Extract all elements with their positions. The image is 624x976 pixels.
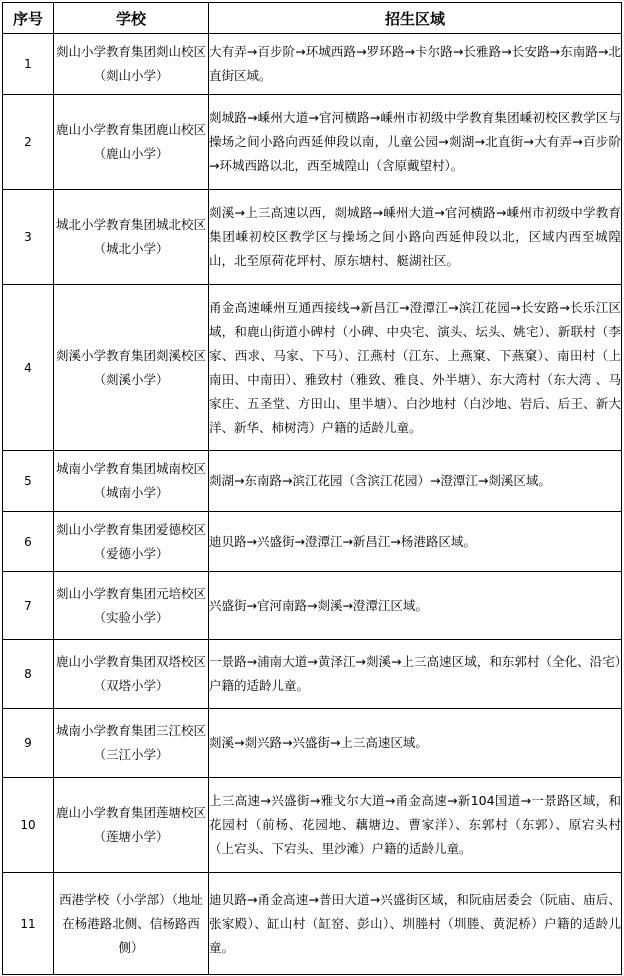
enrollment-area: 剡城路→嵊州大道→官河横路→嵊州市初级中学教育集团嵊初校区教学区与操场之间小路向西延伸段以南，儿童公园→剡湖→北直街→大有弄→百步阶→环城西路以北，西至城隍山（含原戴望村）。	[209, 95, 622, 190]
table-row	[3, 778, 622, 873]
header-area: 招生区域	[209, 3, 622, 34]
table-row	[3, 95, 622, 190]
table-row	[3, 873, 622, 975]
enrollment-area: 一景路→浦南大道→黄泽江→剡溪→上三高速区域，和东郭村（全化、沿宅）户籍的适龄儿童。	[209, 640, 622, 709]
enrollment-area: 上三高速→兴盛街→雅戈尔大道→甬金高速→新104国道→一景路区域，和花园村（前杨、花园地、藕塘边、曹家洋）、东郭村（东郭）、原宕头村（上宕头、下宕头、里沙滩）户籍的适龄儿童。	[209, 778, 622, 873]
school-name: 剡山小学教育集团爱德校区（爱德小学）	[54, 512, 209, 572]
enrollment-area: 甬金高速嵊州互通西接线→新昌江→澄潭江→滨江花园→长安路→长乐江区域，和鹿山街道小碑村（小碑、中央宅、演头、坛头、姚宅）、新联村（李家、西求、马家、下马）、江燕村（江东、上燕窠、下燕窠）、南田村（上南田、中南田）、雅致村（雅致、雅良、外半塘）、东大湾村（东大湾 、马家庄、五圣堂、方田山、里半塘）、白沙地村（白沙地、岩后、后王、新大洋、新华、柿树湾）户籍的适龄儿童。	[209, 285, 622, 451]
row-number: 5	[3, 451, 54, 512]
row-number: 1	[3, 34, 54, 95]
school-name: 城南小学教育集团三江校区（三江小学）	[54, 709, 209, 778]
school-name: 西港学校（小学部）（地址在杨港路北侧、信杨路西侧）	[54, 873, 209, 975]
row-number: 6	[3, 512, 54, 572]
header-no: 序号	[3, 3, 54, 34]
header-row	[3, 3, 622, 34]
row-number: 8	[3, 640, 54, 709]
row-number: 2	[3, 95, 54, 190]
table-row	[3, 512, 622, 572]
school-name: 剡山小学教育集团元培校区（实验小学）	[54, 572, 209, 640]
row-number: 3	[3, 190, 54, 285]
school-name: 剡山小学教育集团剡山校区（剡山小学）	[54, 34, 209, 95]
school-name: 城北小学教育集团城北校区（城北小学）	[54, 190, 209, 285]
table-row	[3, 285, 622, 451]
row-number: 4	[3, 285, 54, 451]
enrollment-area: 兴盛街→官河南路→剡溪→澄潭江区域。	[209, 572, 622, 640]
row-number: 7	[3, 572, 54, 640]
table-row	[3, 34, 622, 95]
row-number: 10	[3, 778, 54, 873]
school-name: 鹿山小学教育集团鹿山校区（鹿山小学）	[54, 95, 209, 190]
row-number: 9	[3, 709, 54, 778]
enrollment-table	[2, 2, 622, 975]
school-name: 城南小学教育集团城南校区（城南小学）	[54, 451, 209, 512]
school-name: 剡溪小学教育集团剡溪校区（剡溪小学）	[54, 285, 209, 451]
enrollment-area: 剡溪→剡兴路→兴盛街→上三高速区域。	[209, 709, 622, 778]
table-row	[3, 451, 622, 512]
enrollment-area: 大有弄→百步阶→环城西路→罗环路→卡尔路→长雅路→长安路→东南路→北直街区域。	[209, 34, 622, 95]
school-name: 鹿山小学教育集团双塔校区（双塔小学）	[54, 640, 209, 709]
table-row	[3, 572, 622, 640]
header-school: 学校	[54, 3, 209, 34]
table-row	[3, 190, 622, 285]
row-number: 11	[3, 873, 54, 975]
enrollment-area: 迪贝路→甬金高速→普田大道→兴盛街区域，和阮庙居委会（阮庙、庙后、张家殿）、缸山村（缸窑、彭山）、圳塍村（圳塍、黄泥桥）户籍的适龄儿童。	[209, 873, 622, 975]
enrollment-area: 迪贝路→兴盛街→澄潭江→新昌江→杨港路区域。	[209, 512, 622, 572]
school-name: 鹿山小学教育集团莲塘校区（莲塘小学）	[54, 778, 209, 873]
enrollment-area: 剡湖→东南路→滨江花园（含滨江花园）→澄潭江→剡溪区域。	[209, 451, 622, 512]
table-row	[3, 709, 622, 778]
table-row	[3, 640, 622, 709]
enrollment-area: 剡溪→上三高速以西，剡城路→嵊州大道→官河横路→嵊州市初级中学教育集团嵊初校区教学区与操场之间小路向西延伸段以北，区域内西至城隍山，北至原荷花坪村、原东塘村、艇湖社区。	[209, 190, 622, 285]
